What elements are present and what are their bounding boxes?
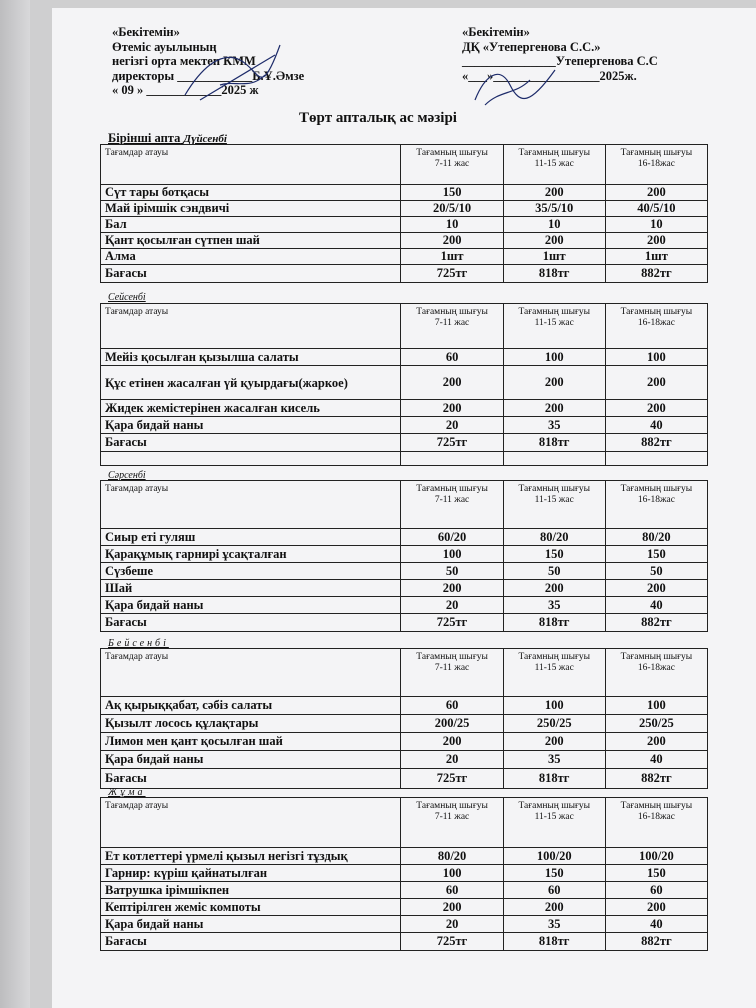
portion-cell: 725тг xyxy=(401,769,503,789)
column-header-name: Тағамдар атауы xyxy=(101,145,401,185)
portion-cell: 35/5/10 xyxy=(503,201,605,217)
portion-cell: 200 xyxy=(401,366,503,400)
menu-table-wednesday xyxy=(100,480,708,632)
dish-name-cell: Қара бидай наны xyxy=(101,751,401,769)
dish-name-cell: Алма xyxy=(101,249,401,265)
table-row xyxy=(101,201,708,217)
portion-cell: 100 xyxy=(605,349,707,366)
table-row xyxy=(101,563,708,580)
portion-cell: 725тг xyxy=(401,434,503,452)
table-header-row xyxy=(101,481,708,529)
portion-cell: 100 xyxy=(401,546,503,563)
portion-cell: 20/5/10 xyxy=(401,201,503,217)
dish-name-cell: Қарақұмық гарнирі ұсақталған xyxy=(101,546,401,563)
table-row xyxy=(101,580,708,597)
approval-left-line1: «Бекітемін» xyxy=(112,25,180,39)
portion-cell: 200 xyxy=(503,366,605,400)
portion-cell: 100 xyxy=(401,865,503,882)
portion-cell: 200 xyxy=(503,185,605,201)
portion-cell: 20 xyxy=(401,417,503,434)
portion-cell: 725тг xyxy=(401,614,503,632)
dish-name-cell: Құс етінен жасалған үй қуырдағы(жаркое) xyxy=(101,366,401,400)
dish-name-cell: Бал xyxy=(101,217,401,233)
day-label-tuesday: Сейсенбі xyxy=(108,292,146,303)
portion-label: Тағамның шығуы xyxy=(518,484,590,494)
column-header-age1 xyxy=(401,145,503,185)
day-label-monday: Дүйсенбі xyxy=(183,133,227,145)
table-row xyxy=(101,614,708,632)
portion-cell: 60/20 xyxy=(401,529,503,546)
portion-cell: 200 xyxy=(605,233,707,249)
dish-name-cell: Қара бидай наны xyxy=(101,417,401,434)
portion-cell: 80/20 xyxy=(401,848,503,865)
portion-cell: 200 xyxy=(605,733,707,751)
column-header-name: Тағамдар атауы xyxy=(101,649,401,697)
portion-cell: 1шт xyxy=(605,249,707,265)
age-group-label: 16-18жас xyxy=(637,495,675,505)
week-label-text: Бірінші апта xyxy=(108,131,181,145)
dish-name-cell: Қызылт лосось құлақтары xyxy=(101,715,401,733)
column-header-age1 xyxy=(401,481,503,529)
dish-name-cell: Қара бидай наны xyxy=(101,916,401,933)
portion-label: Тағамның шығуы xyxy=(620,652,693,662)
age-group-label: 11-15 жас xyxy=(534,495,574,505)
age-group-label: 7-11 жас xyxy=(434,495,470,505)
age-group-label: 16-18жас xyxy=(637,812,675,822)
column-header-name: Тағамдар атауы xyxy=(101,304,401,349)
portion-cell: 20 xyxy=(401,916,503,933)
age-group-label: 7-11 жас xyxy=(434,159,470,169)
portion-cell: 10 xyxy=(503,217,605,233)
portion-label: Тағамның шығуы xyxy=(620,801,693,811)
table-row xyxy=(101,916,708,933)
dish-name-cell: Шай xyxy=(101,580,401,597)
portion-cell: 60 xyxy=(503,882,605,899)
portion-cell: 50 xyxy=(401,563,503,580)
menu-table-tuesday xyxy=(100,303,708,466)
approval-right-line4: «___»_________________2025ж. xyxy=(462,68,637,83)
table-row xyxy=(101,265,708,283)
portion-cell: 200 xyxy=(401,899,503,916)
dish-name-cell: Гарнир: күріш қайнатылған xyxy=(101,865,401,882)
portion-cell: 40 xyxy=(605,417,707,434)
page-title: Төрт апталық ас мәзірі xyxy=(299,110,457,126)
age-group-label: 11-15 жас xyxy=(534,663,574,673)
menu-table-monday xyxy=(100,144,708,283)
dish-name-cell: Ватрушка ірімшікпен xyxy=(101,882,401,899)
portion-cell: 35 xyxy=(503,751,605,769)
table-row xyxy=(101,400,708,417)
table-row xyxy=(101,751,708,769)
menu-table-thursday xyxy=(100,648,708,789)
dish-name-cell: Қант қосылған сүтпен шай xyxy=(101,233,401,249)
portion-cell: 10 xyxy=(605,217,707,233)
table-header-row xyxy=(101,798,708,848)
table-row xyxy=(101,217,708,233)
age-group-label: 11-15 жас xyxy=(534,318,574,328)
approval-right-line3: _______________Утепергенова С.С xyxy=(462,54,658,68)
dish-name-cell: Бағасы xyxy=(101,265,401,283)
signature-right-icon xyxy=(470,60,560,110)
portion-cell: 150 xyxy=(605,865,707,882)
portion-cell: 35 xyxy=(503,916,605,933)
portion-cell: 882тг xyxy=(605,614,707,632)
portion-cell: 200 xyxy=(605,366,707,400)
portion-cell: 100 xyxy=(605,697,707,715)
approval-left-line3: негізгі орта мектеп КММ xyxy=(112,54,256,68)
portion-cell: 200 xyxy=(605,185,707,201)
dish-name-cell: Қара бидай наны xyxy=(101,597,401,614)
table-row xyxy=(101,597,708,614)
column-header-age1 xyxy=(401,649,503,697)
portion-cell: 150 xyxy=(605,546,707,563)
column-header-age1 xyxy=(401,798,503,848)
portion-cell: 40 xyxy=(605,597,707,614)
dish-name-cell: Ет котлеттері үрмелі қызыл негізгі тұздық xyxy=(101,848,401,865)
portion-cell: 882тг xyxy=(605,769,707,789)
portion-cell: 100 xyxy=(503,349,605,366)
table-row xyxy=(101,233,708,249)
age-group-label: 11-15 жас xyxy=(534,159,574,169)
age-group-label: 16-18жас xyxy=(637,663,675,673)
portion-cell: 200 xyxy=(605,580,707,597)
column-header-age2 xyxy=(503,649,605,697)
portion-cell: 818тг xyxy=(503,265,605,283)
portion-cell: 35 xyxy=(503,597,605,614)
portion-cell xyxy=(605,452,707,466)
portion-cell: 40/5/10 xyxy=(605,201,707,217)
signature-left-icon xyxy=(180,40,290,110)
table-row xyxy=(101,249,708,265)
portion-cell: 818тг xyxy=(503,434,605,452)
portion-label: Тағамның шығуы xyxy=(518,148,590,158)
approval-right-line1: «Бекітемін» xyxy=(462,25,530,39)
column-header-name: Тағамдар атауы xyxy=(101,798,401,848)
portion-cell: 725тг xyxy=(401,933,503,951)
dish-name-cell: Мейіз қосылған қызылша салаты xyxy=(101,349,401,366)
column-header-age2 xyxy=(503,798,605,848)
portion-cell: 200 xyxy=(503,580,605,597)
portion-cell: 10 xyxy=(401,217,503,233)
dish-name-cell: Сиыр еті гуляш xyxy=(101,529,401,546)
portion-cell: 200 xyxy=(401,733,503,751)
table-row xyxy=(101,697,708,715)
portion-cell: 50 xyxy=(503,563,605,580)
portion-label: Тағамның шығуы xyxy=(416,484,488,494)
portion-cell: 200 xyxy=(605,400,707,417)
dish-name-cell: Бағасы xyxy=(101,933,401,951)
table-header-row xyxy=(101,649,708,697)
column-header-age3 xyxy=(605,304,707,349)
portion-cell: 882тг xyxy=(605,434,707,452)
table-row xyxy=(101,417,708,434)
table-row xyxy=(101,546,708,563)
table-row xyxy=(101,715,708,733)
portion-cell: 200/25 xyxy=(401,715,503,733)
sheet-protector-edge xyxy=(0,0,30,1008)
portion-cell xyxy=(401,452,503,466)
table-row xyxy=(101,349,708,366)
portion-cell: 200 xyxy=(503,233,605,249)
dish-name-cell: Ақ қырыққабат, сәбіз салаты xyxy=(101,697,401,715)
portion-cell: 200 xyxy=(401,400,503,417)
approval-left-line5: « 09 » ____________2025 ж xyxy=(112,83,259,97)
column-header-age3 xyxy=(605,798,707,848)
portion-cell: 882тг xyxy=(605,933,707,951)
portion-label: Тағамның шығуы xyxy=(416,652,488,662)
portion-label: Тағамның шығуы xyxy=(518,801,590,811)
portion-label: Тағамның шығуы xyxy=(518,307,590,317)
table-row xyxy=(101,848,708,865)
column-header-age1 xyxy=(401,304,503,349)
portion-cell: 150 xyxy=(503,865,605,882)
portion-cell: 200 xyxy=(401,580,503,597)
portion-label: Тағамның шығуы xyxy=(620,484,693,494)
table-row xyxy=(101,452,708,466)
portion-cell: 60 xyxy=(401,882,503,899)
dish-name-cell: Бағасы xyxy=(101,434,401,452)
dish-name-cell: Сүт тары ботқасы xyxy=(101,185,401,201)
portion-label: Тағамның шығуы xyxy=(620,307,693,317)
portion-cell: 80/20 xyxy=(503,529,605,546)
column-header-age3 xyxy=(605,481,707,529)
table-row xyxy=(101,899,708,916)
age-group-label: 7-11 жас xyxy=(434,663,470,673)
dish-name-cell: Бағасы xyxy=(101,769,401,789)
portion-cell: 35 xyxy=(503,417,605,434)
portion-label: Тағамның шығуы xyxy=(416,307,488,317)
portion-cell: 60 xyxy=(401,349,503,366)
table-row xyxy=(101,185,708,201)
portion-cell: 200 xyxy=(605,899,707,916)
age-group-label: 16-18жас xyxy=(637,159,675,169)
dish-name-cell: Жидек жемістерінен жасалған кисель xyxy=(101,400,401,417)
portion-cell: 882тг xyxy=(605,265,707,283)
portion-cell: 1шт xyxy=(503,249,605,265)
portion-cell: 1шт xyxy=(401,249,503,265)
portion-cell: 40 xyxy=(605,751,707,769)
column-header-age2 xyxy=(503,481,605,529)
day-label-wednesday: Сәрсенбі xyxy=(108,470,146,481)
portion-cell: 20 xyxy=(401,751,503,769)
portion-cell: 80/20 xyxy=(605,529,707,546)
portion-cell: 20 xyxy=(401,597,503,614)
portion-cell: 725тг xyxy=(401,265,503,283)
portion-cell: 150 xyxy=(401,185,503,201)
portion-cell: 200 xyxy=(503,899,605,916)
dish-name-cell: Кептірілген жеміс компоты xyxy=(101,899,401,916)
portion-cell: 250/25 xyxy=(605,715,707,733)
portion-cell xyxy=(503,452,605,466)
age-group-label: 16-18жас xyxy=(637,318,675,328)
portion-cell: 40 xyxy=(605,916,707,933)
table-row xyxy=(101,366,708,400)
dish-name-cell: Лимон мен қант қосылған шай xyxy=(101,733,401,751)
portion-cell: 150 xyxy=(503,546,605,563)
portion-cell: 60 xyxy=(401,697,503,715)
age-group-label: 7-11 жас xyxy=(434,318,470,328)
portion-label: Тағамның шығуы xyxy=(518,652,590,662)
table-row xyxy=(101,733,708,751)
column-header-name: Тағамдар атауы xyxy=(101,481,401,529)
portion-cell: 200 xyxy=(503,400,605,417)
table-row xyxy=(101,769,708,789)
column-header-age3 xyxy=(605,649,707,697)
column-header-age2 xyxy=(503,304,605,349)
day-label-friday: Жұма xyxy=(108,787,146,798)
dish-name-cell: Сүзбеше xyxy=(101,563,401,580)
portion-label: Тағамның шығуы xyxy=(416,801,488,811)
dish-name-cell: Май ірімшік сэндвичі xyxy=(101,201,401,217)
portion-cell: 60 xyxy=(605,882,707,899)
column-header-age2 xyxy=(503,145,605,185)
portion-cell: 100/20 xyxy=(605,848,707,865)
approval-left-line4: директоры ____________Б.Ұ.Әмзе xyxy=(112,68,305,83)
portion-cell: 818тг xyxy=(503,614,605,632)
table-header-row xyxy=(101,304,708,349)
portion-cell: 100/20 xyxy=(503,848,605,865)
portion-cell: 818тг xyxy=(503,769,605,789)
column-header-age3 xyxy=(605,145,707,185)
portion-cell: 200 xyxy=(503,733,605,751)
age-group-label: 11-15 жас xyxy=(534,812,574,822)
approval-right-line2: ДҚ «Утепергенова С.С.» xyxy=(462,39,601,54)
portion-cell: 250/25 xyxy=(503,715,605,733)
portion-label: Тағамның шығуы xyxy=(620,148,693,158)
table-row xyxy=(101,882,708,899)
table-row xyxy=(101,933,708,951)
menu-table-friday xyxy=(100,797,708,951)
dish-name-cell: Бағасы xyxy=(101,614,401,632)
portion-cell: 818тг xyxy=(503,933,605,951)
table-row xyxy=(101,434,708,452)
day-label-thursday: Бейсенбі xyxy=(108,638,169,649)
age-group-label: 7-11 жас xyxy=(434,812,470,822)
table-header-row xyxy=(101,145,708,185)
portion-cell: 200 xyxy=(401,233,503,249)
portion-label: Тағамның шығуы xyxy=(416,148,488,158)
approval-left-line2: Өтеміс ауылының xyxy=(112,39,217,54)
portion-cell: 50 xyxy=(605,563,707,580)
table-row xyxy=(101,529,708,546)
table-row xyxy=(101,865,708,882)
portion-cell: 100 xyxy=(503,697,605,715)
dish-name-cell xyxy=(101,452,401,466)
